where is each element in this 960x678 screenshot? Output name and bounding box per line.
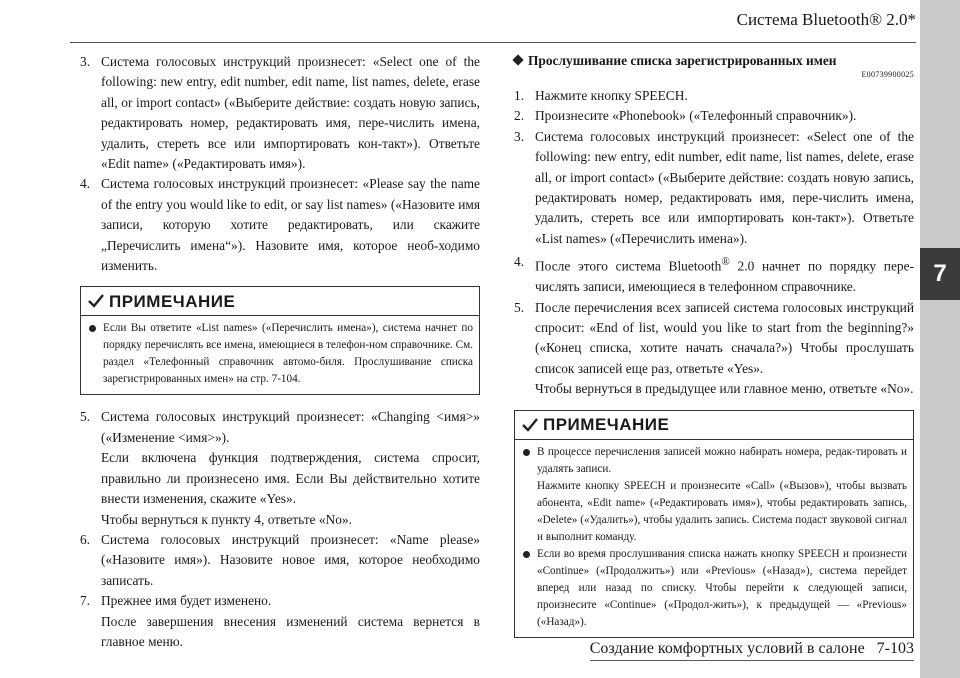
step-item xyxy=(80,174,480,276)
note-body xyxy=(81,316,479,394)
step-item xyxy=(80,52,480,174)
step-text: Чтобы вернуться в предыдущее или главное меню, ответьте «No». xyxy=(535,381,914,397)
step-text: Система голосовых инструкций произнесет: «Select one of the following: new entry, edit number, edit name, list names, delete, erase all, or import contact» («Выберите действие: создать новую запись, редактировать номер, редактировать имя, пере-числить имена, удалить, стереть все или импортировать кон-такт»). Ответьте «List names» («Перечислить имена»). xyxy=(535,128,914,246)
note-text: Если Вы ответите «List names» («Перечислить имена»), система начнет по порядку перечислять все имена, имеющиеся в телефон-ном справочнике. См. раздел «Телефонный справочник автомо-биля. Прослушивание списка зарегистрированных имен» на стр. 7-104. xyxy=(103,322,473,386)
note-text: Нажмите кнопку SPEECH и произнесите «Call» («Вызов»), чтобы вызвать абонента, «Edit name» («Редактировать имя»), чтобы редактировать запись, «Delete» («Удалить»), чтобы удалить запись. Система подаст звуковой сигнал и выполнит команду. xyxy=(537,479,907,543)
section-code: E00739900025 xyxy=(861,70,914,79)
step-item xyxy=(514,127,914,249)
checkmark-icon xyxy=(87,292,105,310)
step-text xyxy=(535,252,914,297)
note-header xyxy=(515,411,913,440)
step-item xyxy=(514,106,914,126)
note-text: Если во время прослушивания списка нажать кнопку SPEECH и произнести «Continue» («Продолжить») или «Previous» («Назад»), система перейдет вперед или назад по списку. Чтобы перейти к следующей записи, произнесите «Continue» («Продол-жить»), к предыдущей — «Previous» («Назад»). xyxy=(537,547,907,628)
checkmark-icon xyxy=(521,416,539,434)
step-text: Если включена функция подтверждения, система спросит, правильно ли произнесено имя. Если Вы действительно хотите внести изменения, скажите «Yes». xyxy=(101,450,480,507)
step-number: 5. xyxy=(80,409,91,425)
step-text: Система голосовых инструкций произнесет: «Please say the name of the entry you would like to edit, or say list names» («Назовите имя записи, которую хотите редактировать, или скажите „Перечислить имена“»). Назовите имя, которое необ-ходимо изменить. xyxy=(101,176,480,274)
step-number: 4. xyxy=(514,254,525,270)
step-text: Система голосовых инструкций произнесет: «Name please» («Назовите имя»). Назовите новое имя, которое необходимо записать. xyxy=(101,531,480,588)
bullet-icon xyxy=(523,449,530,456)
bullet-icon xyxy=(523,551,530,558)
step-text: Нажмите кнопку SPEECH. xyxy=(535,88,688,103)
note-bullet xyxy=(521,546,907,631)
note-title: ПРИМЕЧАНИЕ xyxy=(543,415,670,435)
step-number: 1. xyxy=(514,88,525,103)
step-text: После перечисления всех записей система голосовых инструкций спросит: «End of list, would you like to start from the beginning?» («Конец списка, хотите начать сначала?») Чтобы прослушать список записей еще раз, ответьте «Yes». xyxy=(535,299,914,376)
right-column xyxy=(514,52,914,650)
step-number: 6. xyxy=(80,531,91,547)
step-text-start: После этого система Bluetooth xyxy=(535,258,722,274)
step-text: После завершения внесения изменений система вернется в главное меню. xyxy=(101,613,480,649)
step-text-end: 2.0 начнет по порядку пере-числять записи, имеющиеся в телефонном справочнике. xyxy=(535,258,914,295)
section-title-text: Прослушивание списка зарегистрированных имен xyxy=(528,53,837,68)
step-item xyxy=(514,298,914,400)
step-text: Система голосовых инструкций произнесет: «Changing <имя>» («Изменение <имя>»). xyxy=(101,409,480,445)
step-number: 3. xyxy=(514,128,525,144)
note-bullet xyxy=(87,320,473,388)
step-item xyxy=(514,86,914,106)
step-number: 5. xyxy=(514,299,525,315)
note-text: В процессе перечисления записей можно набирать номера, редак-тировать и удалять записи. xyxy=(537,445,907,475)
step-item xyxy=(80,407,480,529)
side-tab xyxy=(920,0,960,678)
note-title: ПРИМЕЧАНИЕ xyxy=(109,291,236,311)
left-column xyxy=(80,52,480,652)
step-item xyxy=(514,252,914,297)
step-text: Система голосовых инструкций произнесет: «Select one of the following: new entry, edit number, edit name, list names, delete, erase all, or import contact» («Выберите действие: создать новую запись, редактировать номер, редактировать имя, пере-числить имена, удалить, стереть все или импортировать кон-такт»). Ответьте «Edit name» («Редактировать имя»). xyxy=(101,54,480,172)
step-item xyxy=(80,591,480,652)
step-number: 7. xyxy=(80,593,91,609)
section-title xyxy=(514,52,914,70)
note-box xyxy=(80,286,480,395)
note-header xyxy=(81,287,479,316)
page-number: 7-103 xyxy=(876,640,914,657)
step-number: 3. xyxy=(80,54,91,69)
step-number: 2. xyxy=(514,108,525,124)
diamond-icon xyxy=(512,54,523,65)
page-footer xyxy=(590,640,914,661)
note-box xyxy=(514,410,914,638)
step-text: Прежнее имя будет изменено. xyxy=(101,593,272,609)
bullet-icon xyxy=(89,325,96,332)
step-number: 4. xyxy=(80,176,91,192)
note-bullet xyxy=(521,444,907,546)
step-item xyxy=(80,530,480,591)
header-title: Система Bluetooth® 2.0* xyxy=(736,10,916,29)
footer-section: Создание комфортных условий в салоне xyxy=(589,640,865,657)
note-body xyxy=(515,440,913,637)
step-text: Произнесите «Phonebook» («Телефонный справочник»). xyxy=(535,108,857,124)
page-header xyxy=(70,4,916,43)
chapter-number: 7 xyxy=(920,248,960,300)
registered-mark: ® xyxy=(721,256,730,269)
step-text: Чтобы вернуться к пункту 4, ответьте «No». xyxy=(101,511,352,527)
